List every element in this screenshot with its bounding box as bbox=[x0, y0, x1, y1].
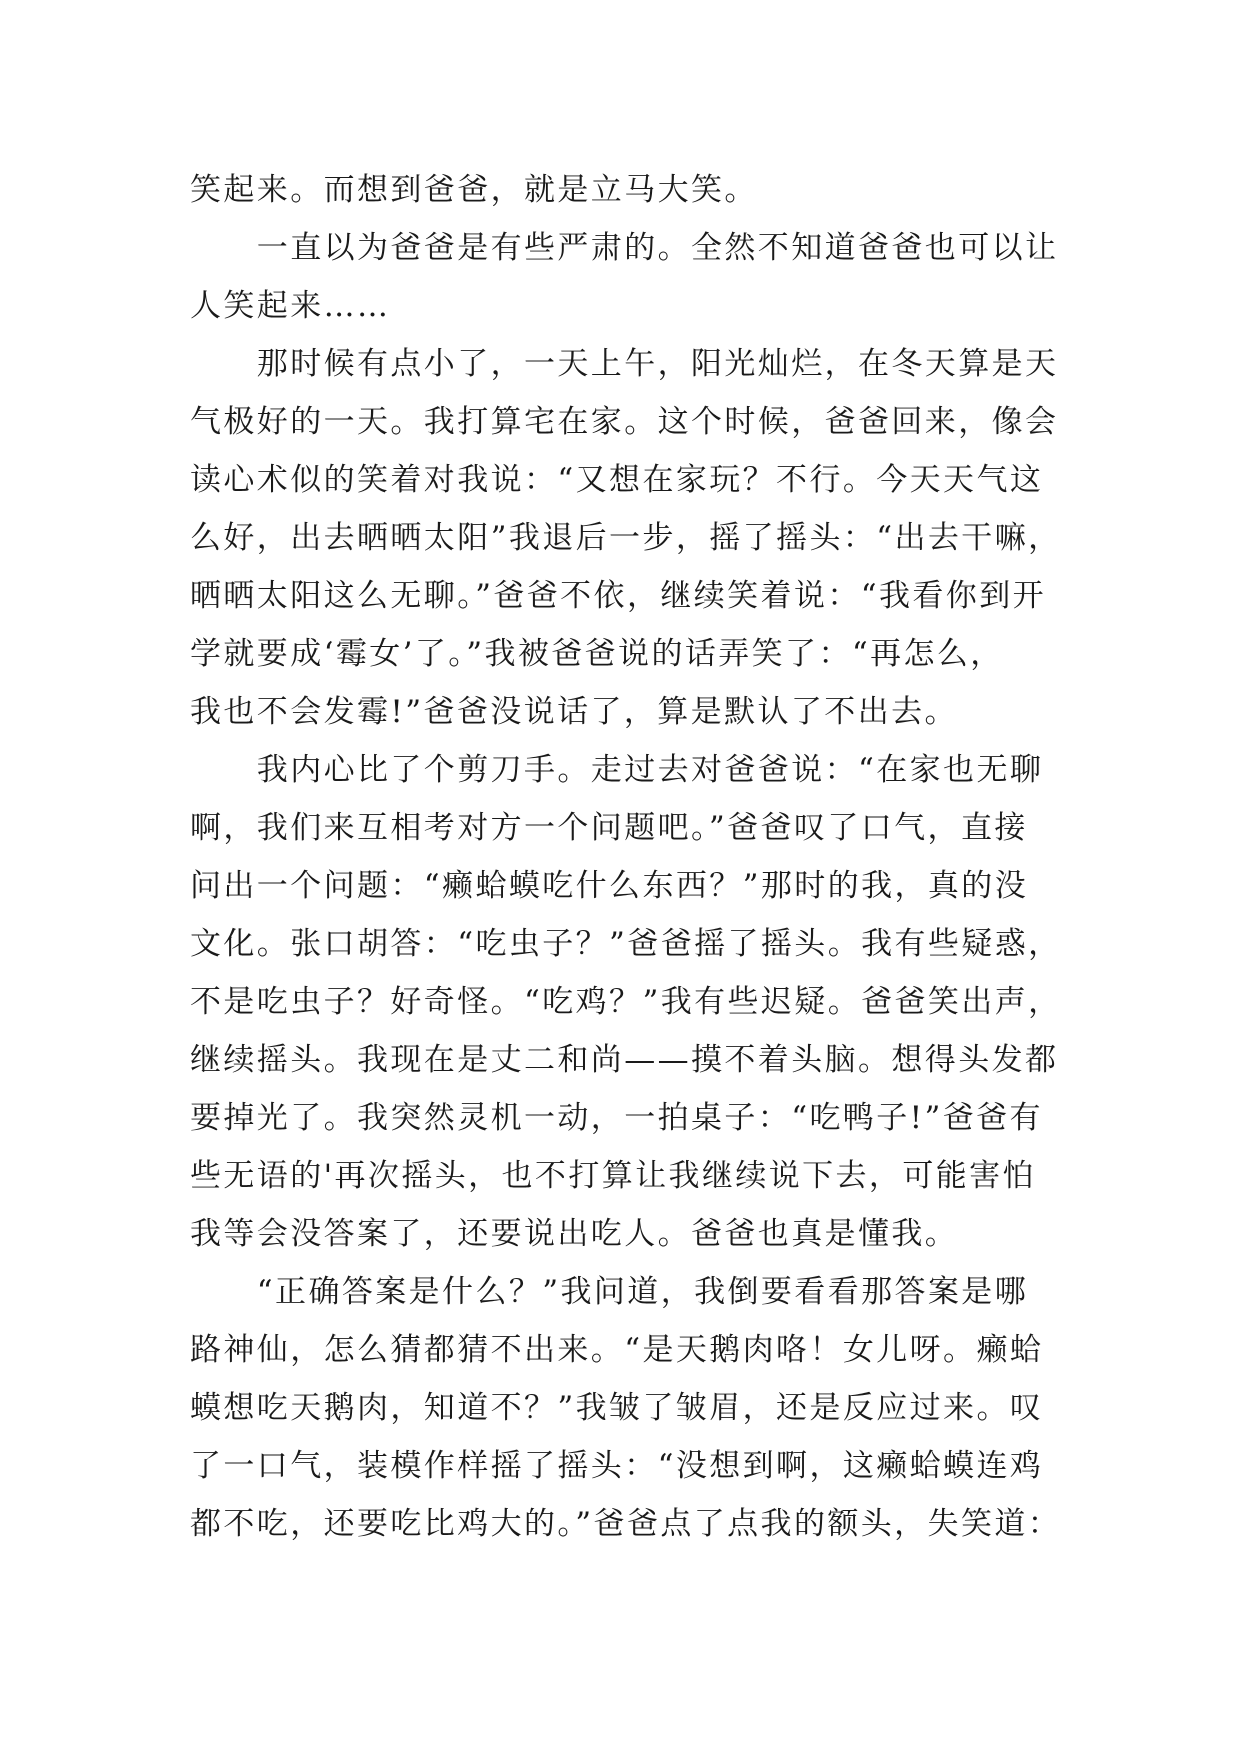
text-line: 学就要成‘霉女’了。”我被爸爸说的话弄笑了：“再怎么， bbox=[190, 636, 1004, 672]
text-line: “正确答案是什么？”我问道，我倒要看看那答案是哪 bbox=[190, 1274, 1029, 1310]
text-line: 蟆想吃天鹅肉，知道不？”我皱了皱眉，还是反应过来。叹 bbox=[190, 1390, 1044, 1426]
text-line: 路神仙，怎么猜都猜不出来。“是天鹅肉咯！女儿呀。癞蛤 bbox=[190, 1332, 1044, 1368]
text-line: 读心术似的笑着对我说：“又想在家玩？不行。今天天气这 bbox=[190, 462, 1044, 498]
text-line: 要掉光了。我突然灵机一动，一拍桌子：“吃鸭子!”爸爸有 bbox=[190, 1100, 1043, 1136]
text-line: 我内心比了个剪刀手。走过去对爸爸说：“在家也无聊 bbox=[190, 752, 1044, 788]
text-line: 我等会没答案了，还要说出吃人。爸爸也真是懂我。 bbox=[190, 1216, 959, 1252]
text-line: 气极好的一天。我打算宅在家。这个时候，爸爸回来，像会 bbox=[190, 404, 1059, 440]
text-line: 继续摇头。我现在是丈二和尚——摸不着头脑。想得头发都 bbox=[190, 1042, 1059, 1078]
text-line: 不是吃虫子？好奇怪。“吃鸡？”我有些迟疑。爸爸笑出声， bbox=[190, 984, 1062, 1020]
text-line: 些无语的'再次摇头，也不打算让我继续说下去，可能害怕 bbox=[190, 1158, 1036, 1194]
document-page bbox=[190, 161, 1062, 1553]
text-line: 文化。张口胡答：“吃虫子？”爸爸摇了摇头。我有些疑惑， bbox=[190, 926, 1062, 962]
text-line: 么好，出去晒晒太阳”我退后一步，摇了摇头：“出去干嘛， bbox=[190, 520, 1062, 556]
text-line: 晒晒太阳这么无聊。”爸爸不依，继续笑着说：“我看你到开 bbox=[190, 578, 1046, 614]
text-line: 笑起来。而想到爸爸，就是立马大笑。 bbox=[190, 172, 758, 208]
text-line: 问出一个问题：“癞蛤蟆吃什么东西？”那时的我，真的没 bbox=[190, 868, 1029, 904]
text-line: 那时候有点小了，一天上午，阳光灿烂，在冬天算是天 bbox=[190, 346, 1059, 382]
text-line: 我也不会发霉!”爸爸没说话了，算是默认了不出去。 bbox=[190, 694, 958, 730]
text-line: 了一口气，装模作样摇了摇头：“没想到啊，这癞蛤蟆连鸡 bbox=[190, 1448, 1044, 1484]
text-line: 啊，我们来互相考对方一个问题吧。”爸爸叹了口气，直接 bbox=[190, 810, 1028, 846]
text-line: 一直以为爸爸是有些严肃的。全然不知道爸爸也可以让 bbox=[190, 230, 1059, 266]
text-line: 都不吃，还要吃比鸡大的。”爸爸点了点我的额头，失笑道： bbox=[190, 1506, 1062, 1542]
text-line: 人笑起来…… bbox=[190, 288, 391, 324]
